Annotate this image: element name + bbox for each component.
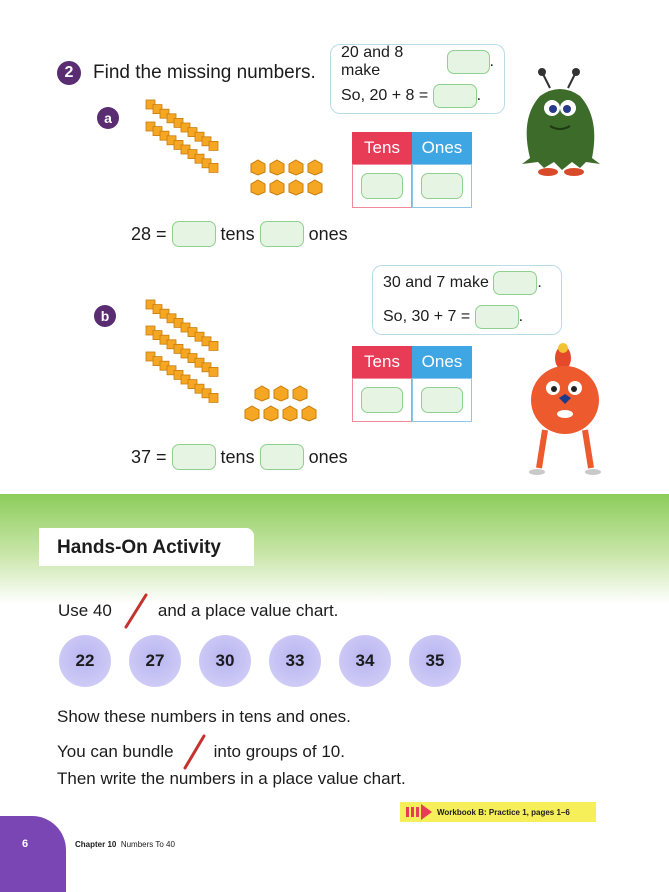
orange-monster-character: [515, 340, 615, 480]
chapter-footer: [75, 840, 175, 849]
unit-cube: [255, 386, 269, 401]
ones-header: Ones: [412, 132, 472, 164]
answer-box-b-sum[interactable]: [475, 305, 519, 329]
speech-bubble-b: 30 and 7 make . So, 30 + 7 = .: [372, 265, 562, 335]
speech-bubble-a: 20 and 8 make . So, 20 + 8 = .: [330, 44, 505, 114]
ten-rod-unit: [209, 141, 218, 150]
equation-b-number: 37 =: [131, 446, 167, 467]
place-value-chart-a: [352, 132, 472, 208]
straw-icon: [120, 593, 150, 629]
part-a-label: a: [97, 107, 119, 129]
number-circles-row: [59, 635, 461, 687]
answer-box-a-make[interactable]: [447, 50, 489, 74]
chart-b-tens-input[interactable]: [361, 387, 403, 413]
unit-cube: [251, 180, 265, 195]
activity-line3: Then write the numbers in a place value chart.: [57, 769, 406, 788]
bubble-b-line1: 30 and 7 make: [383, 274, 489, 291]
unit-cube: [251, 160, 265, 175]
unit-cube: [264, 406, 278, 421]
ones-header: Ones: [412, 346, 472, 378]
line2-suffix: into groups of 10.: [213, 742, 345, 761]
straw-icon: [180, 734, 208, 770]
number-circle: 22: [59, 635, 111, 687]
question-prompt: Find the missing numbers.: [93, 62, 316, 83]
unit-cube: [270, 180, 284, 195]
activity-line1: Show these numbers in tens and ones.: [57, 707, 351, 726]
ones-cell: [412, 164, 472, 208]
workbook-text: Workbook B: Practice 1, pages 1–6: [437, 807, 570, 817]
unit-cube: [270, 160, 284, 175]
equation-b-ones-word: ones: [308, 446, 348, 467]
equation-b: [131, 444, 348, 470]
number-circle: 27: [129, 635, 181, 687]
page-number: 6: [22, 838, 29, 850]
equation-a-tens-word: tens: [220, 223, 255, 244]
page-tab: [0, 816, 66, 892]
unit-cube: [289, 180, 303, 195]
equation-b-tens-input[interactable]: [172, 444, 216, 470]
unit-cube: [308, 160, 322, 175]
chapter-label: Chapter 10: [75, 840, 117, 849]
use-prefix: Use 40: [58, 601, 112, 620]
equation-b-ones-input[interactable]: [260, 444, 304, 470]
tens-rods-a: [140, 96, 240, 192]
equation-a-number: 28 =: [131, 223, 167, 244]
bubble-b-line2: So, 30 + 7 =: [383, 308, 471, 325]
equation-a-tens-input[interactable]: [172, 221, 216, 247]
tens-header: Tens: [352, 132, 412, 164]
unit-cube: [274, 386, 288, 401]
ones-cubes-b: [244, 384, 334, 424]
unit-cube: [302, 406, 316, 421]
arrow-icon: [406, 804, 434, 820]
activity-line2: [57, 734, 345, 770]
ten-rod-unit: [209, 393, 218, 402]
chart-a-tens-input[interactable]: [361, 173, 403, 199]
number-circle: 30: [199, 635, 251, 687]
equation-a: [131, 221, 348, 247]
unit-cube: [289, 160, 303, 175]
chart-a-ones-input[interactable]: [421, 173, 463, 199]
tens-cell: [352, 378, 412, 422]
bubble-a-line1: 20 and 8 make: [341, 44, 404, 79]
unit-cube: [308, 180, 322, 195]
equation-a-ones-word: ones: [308, 223, 348, 244]
number-circle: 35: [409, 635, 461, 687]
use-suffix: and a place value chart.: [157, 601, 339, 620]
line2-prefix: You can bundle: [57, 742, 174, 761]
place-value-chart-b: [352, 346, 472, 422]
ten-rod-unit: [209, 341, 218, 350]
tens-rods-b: [140, 296, 240, 426]
chapter-title: Numbers To 40: [120, 840, 175, 849]
question-number-badge: 2: [57, 61, 81, 85]
ten-rod-unit: [209, 163, 218, 172]
answer-box-a-sum[interactable]: [433, 84, 477, 108]
activity-use-line: [58, 593, 338, 629]
unit-cube: [283, 406, 297, 421]
workbook-reference: [400, 802, 596, 822]
part-b-label: b: [94, 305, 116, 327]
tens-header: Tens: [352, 346, 412, 378]
number-circle: 33: [269, 635, 321, 687]
number-circle: 34: [339, 635, 391, 687]
activity-title: Hands-On Activity: [39, 528, 254, 566]
unit-cube: [293, 386, 307, 401]
chart-b-ones-input[interactable]: [421, 387, 463, 413]
equation-b-tens-word: tens: [220, 446, 255, 467]
unit-cube: [245, 406, 259, 421]
ones-cubes-a: [250, 158, 340, 198]
ones-cell: [412, 378, 472, 422]
ten-rod-unit: [209, 367, 218, 376]
bubble-a-line2: So, 20 + 8 =: [341, 87, 429, 104]
equation-a-ones-input[interactable]: [260, 221, 304, 247]
green-monster-character: [510, 68, 610, 178]
tens-cell: [352, 164, 412, 208]
answer-box-b-make[interactable]: [493, 271, 537, 295]
